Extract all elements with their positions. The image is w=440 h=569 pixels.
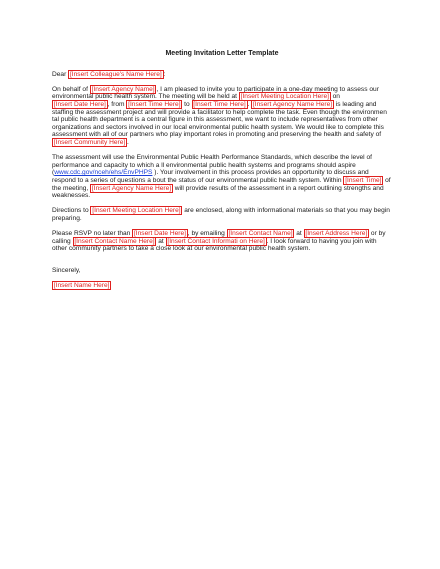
body-text: Please RSVP no later than <box>52 230 133 238</box>
body-text: . I look forward to having you join with other community partners to take a close look at our environmental public health system. <box>52 237 377 253</box>
body-text: to <box>182 100 192 108</box>
body-text: at <box>294 230 304 238</box>
placeholder-field: [Insert Contact Informati on Here] <box>167 237 265 245</box>
placeholder-field: [Insert Contact Name] <box>228 230 293 238</box>
placeholder-field: [Insert Agency Name] <box>91 85 155 93</box>
colleague-name-placeholder: [Insert Colleague's Name Here] <box>69 70 162 78</box>
greeting-dear: Dear <box>52 70 67 78</box>
body-text: will provide results of the assessment in a report outlining strengths and weaknesses. <box>52 184 384 200</box>
placeholder-field: [Insert Time Here] <box>128 100 181 108</box>
body-text: or by calling <box>52 230 386 245</box>
letter-body <box>52 50 392 298</box>
body-text: on <box>330 93 340 101</box>
paragraph-directions <box>52 207 392 222</box>
placeholder-field: [Insert Address Here] <box>305 230 368 238</box>
document-title: Meeting Invitation Letter Template <box>165 50 279 57</box>
body-text: On behalf of <box>52 85 90 93</box>
paragraph-invitation <box>52 86 392 147</box>
body-text: of the meeting, <box>52 176 391 192</box>
placeholder-field: [Insert Contact Name Here] <box>74 237 155 245</box>
body-text: , I am pleased to invite you to participate in a one-day meeting to assess our environmental public health system. The meeting will be held at <box>52 85 379 101</box>
placeholder-field: [Insert Time] <box>345 176 382 184</box>
body-text: ). Your involvement in this process provides an opportunity to discuss and respond to a series of questions a bout the status of our environmental public health system. Within <box>52 169 369 184</box>
body-text: are enclosed, along with informational materials so that you may begin preparing. <box>52 207 390 222</box>
placeholder-field: [Insert Time Here] <box>193 100 246 108</box>
placeholder-field: [Insert Community Here] <box>53 138 126 146</box>
body-text: . <box>247 100 252 108</box>
signature-line <box>52 282 392 290</box>
body-text: is leading and staffing the assessment project and will provide a facilitator to help complete the task. Even though the environmen tal public health department is a central figure in this assessment, we want to include representatives from other organizations and sectors involved in our local environmental public health system. We would like to complete this assessment with all of our partners who play important roles in promoting and preserving the health and safety of <box>52 100 387 139</box>
signature-name-placeholder: [Insert Name Here] <box>53 282 110 290</box>
placeholder-field: [Insert Date Here] <box>133 230 186 238</box>
paragraph-assessment <box>52 154 392 200</box>
paragraph-rsvp <box>52 230 392 253</box>
placeholder-field: [Insert Meeting Location Here] <box>240 93 329 101</box>
body-text: Directions to <box>52 207 91 215</box>
body-text: . <box>127 138 129 146</box>
web-link[interactable]: www.cdc.gov/nceh/ehs/EnvPHPS <box>54 169 153 177</box>
body-text: , by emailing <box>187 230 227 238</box>
signoff: Sincerely, <box>52 266 81 274</box>
placeholder-field: [Insert Agency Name Here] <box>91 184 172 192</box>
greeting-colon: : <box>163 70 166 78</box>
body-text: at <box>156 237 166 245</box>
body-text: The assessment will use the Environmental Public Health Performance Standards, which describe the level of performance and capacity to which a ll environmental public health systems and programs should aspire ( <box>52 154 372 177</box>
placeholder-field: [Insert Date Here] <box>53 100 106 108</box>
placeholder-field: [Insert Meeting Location Here] <box>92 207 181 215</box>
body-text: , from <box>107 100 127 108</box>
placeholder-field: [Insert Agency Name Here] <box>252 100 333 108</box>
greeting-line <box>52 71 392 79</box>
